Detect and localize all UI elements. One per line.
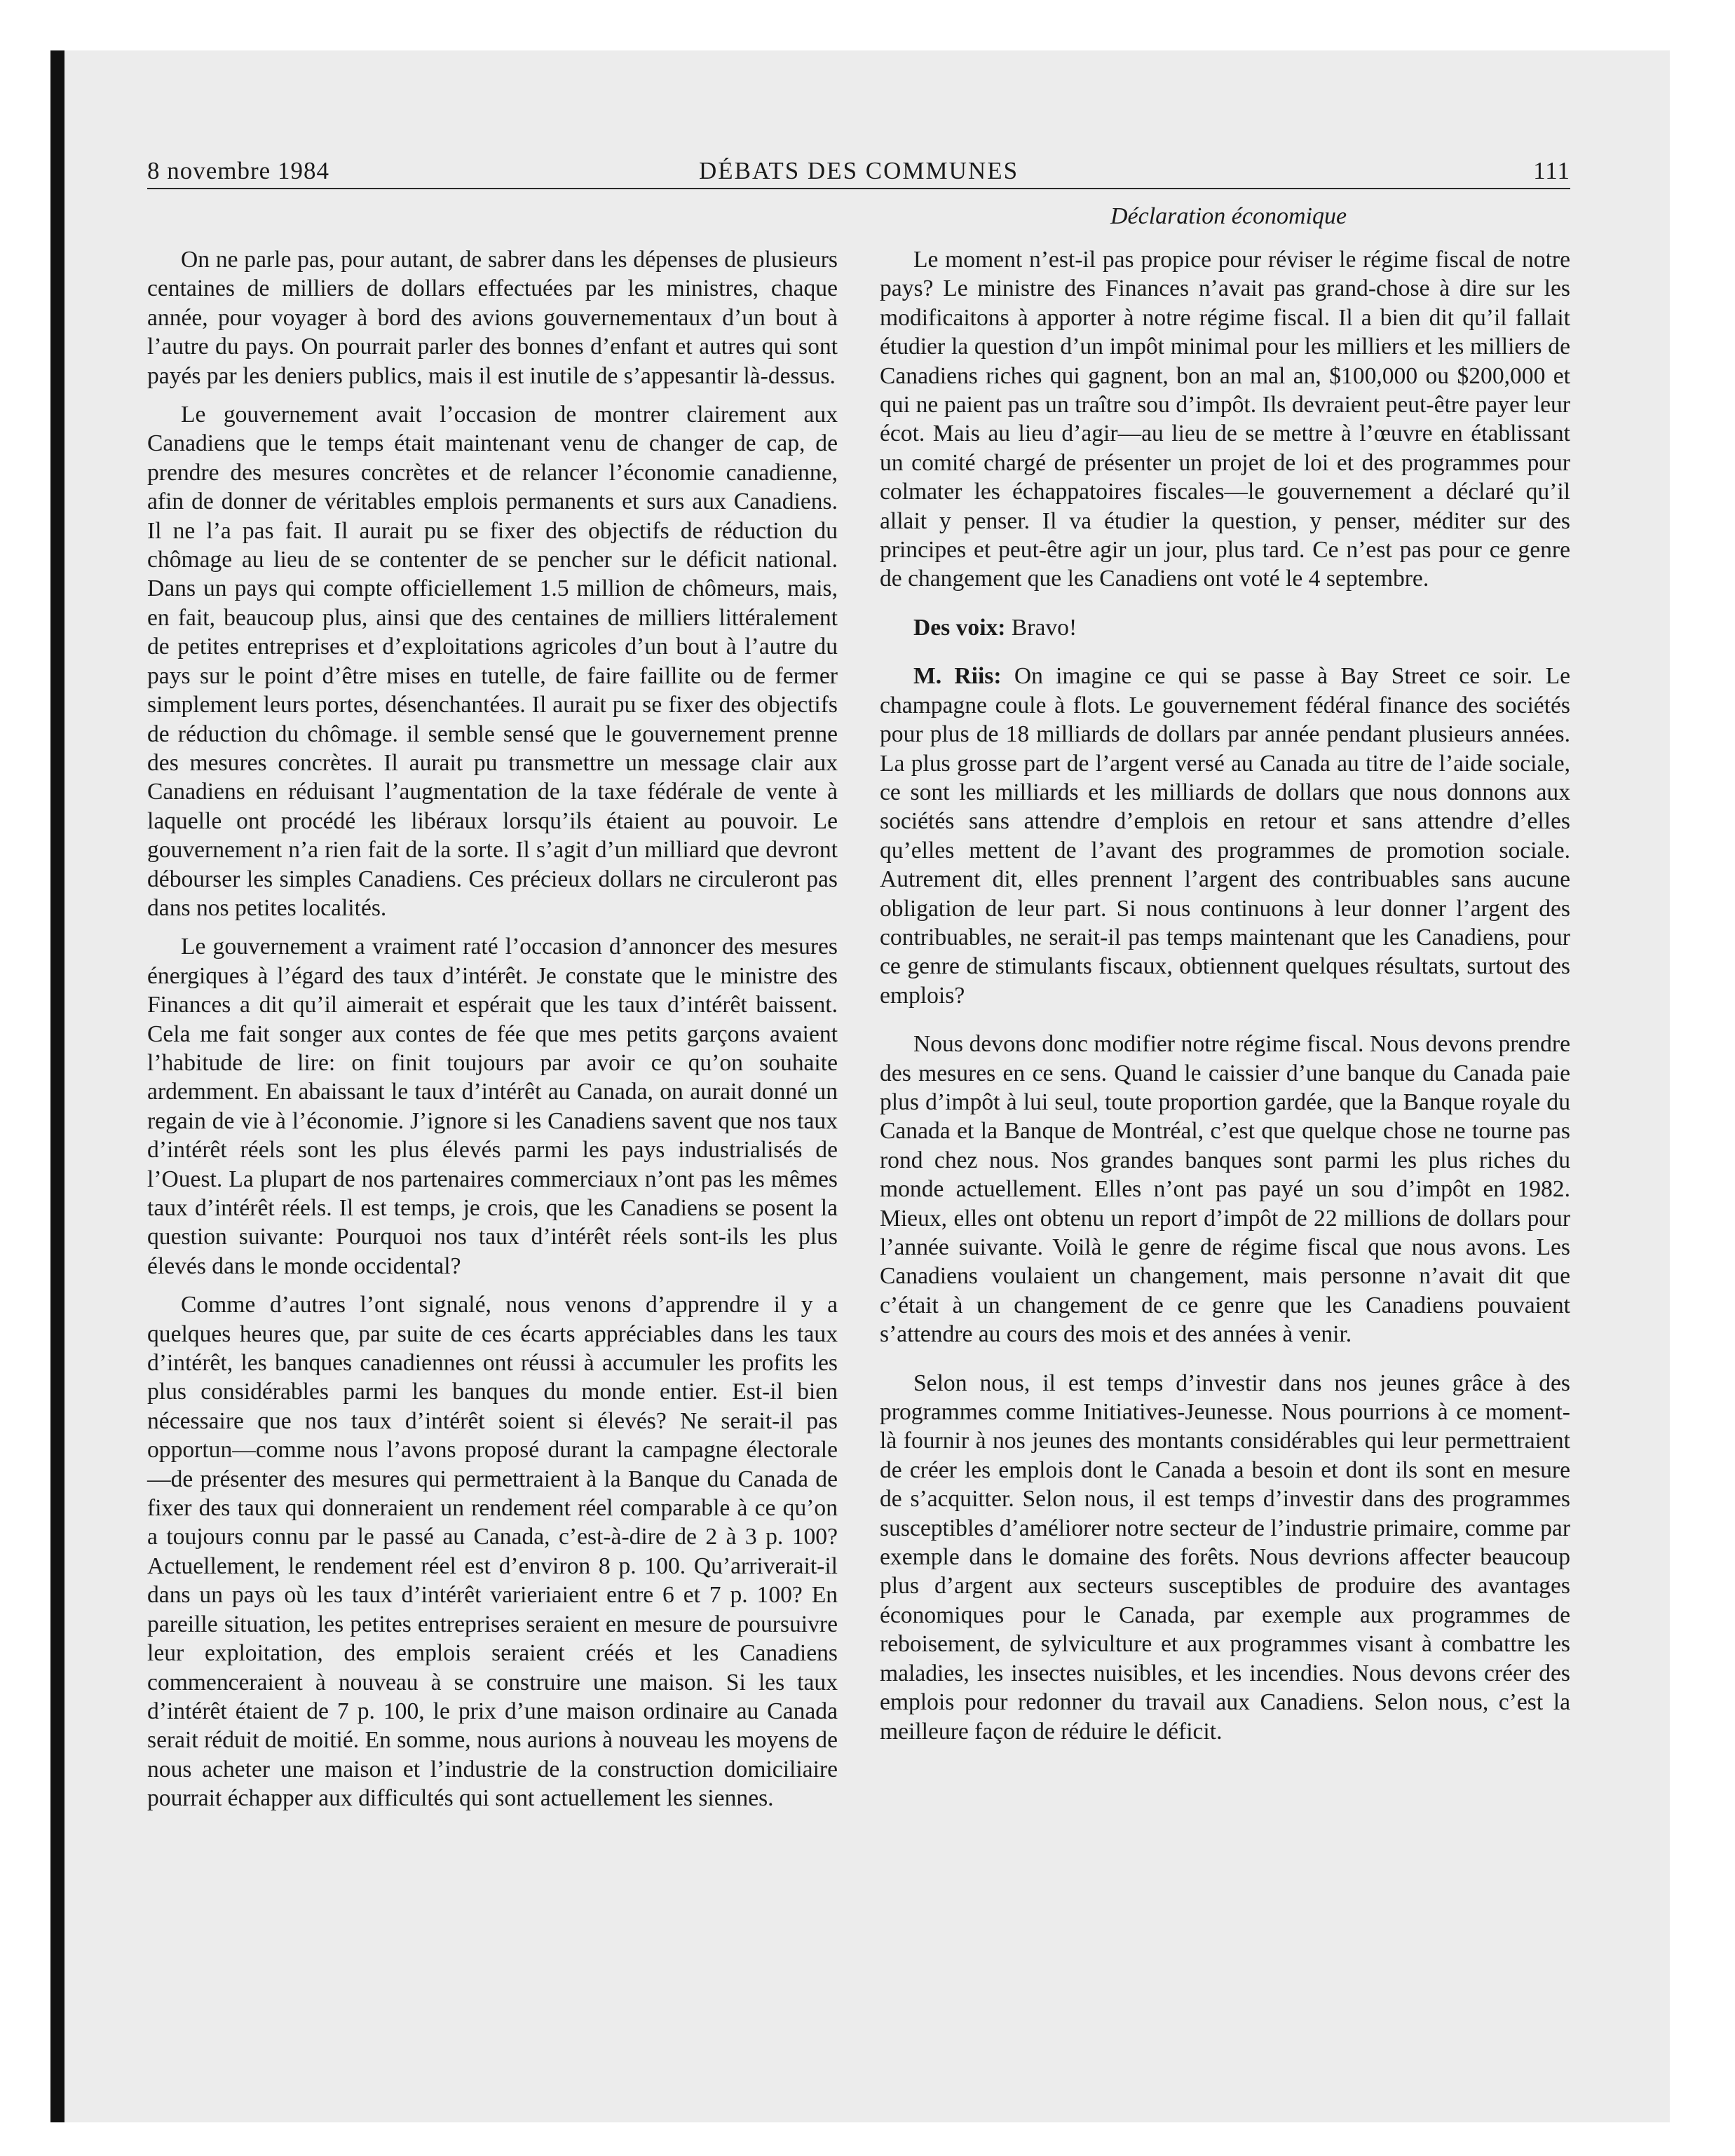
paragraph: Le moment n’est-il pas propice pour réviser le régime fiscal de notre pays? Le ministre des Finances n’avait pas grand-chose à dire sur les modificaitons à apporter à notre régime fiscal. Il a bien dit qu’il fallait étudier la question d’un impôt minimal pour les milliers et les milliers de Canadiens riches qui gagnent, bon an mal an, $100,000 ou $200,000 et qui ne paient pas un traître sou d’impôt. Ils devraient peut-être payer leur écot. Mais au lieu d’agir—au lieu de se mettre à l’œuvre en établissant un comité chargé de présenter un projet de loi et des programmes pour colmater les échappatoires fiscales—le gouvernement a déclaré qu’il allait y penser. Il va étudier la question, y penser, méditer sur des principes et peut-être agir un jour, plus tard. Ce n’est pas pour ce genre de changement que les Canadiens ont voté le 4 septembre. bbox=[880, 247, 1570, 592]
speech-text: On imagine ce qui se passe à Bay Street ce soir. Le champagne coule à flots. Le gouvernement fédéral finance des sociétés pour plus de 18 milliards de dollars par année pendant plusieurs années. La plus grosse part de l’argent versé au Canada au titre de l’aide sociale, ce sont les milliards et les milliards de dollars que nous donnons aux sociétés sans attendre d’emplois en retour et sans attendre d’elles qu’elles mettent de l’avant des programmes de promotion sociale. Autrement dit, elles prennent l’argent des contribuables sans aucune obligation de leur part. Si nous continuons à leur donner l’argent des contribuables, ne serait-il pas temps maintenant que les Canadiens, pour ce genre de stimulants fiscaux, obtiennent quelques résultats, surtout des emplois? bbox=[880, 663, 1570, 1009]
right-column bbox=[880, 245, 1570, 1756]
paragraph: Selon nous, il est temps d’investir dans nos jeunes grâce à des programmes comme Initiatives-Jeunesse. Nous pourrions à ce moment-là fournir à nos jeunes des montants considérables qui leur permettraient de créer les emplois dont le Canada a besoin et dont ils sont en mesure de s’acquitter. Selon nous, il est temps d’investir dans des programmes susceptibles d’améliorer notre secteur de l’industrie primaire, comme par exemple dans le domaine des forêts. Nous devrions affecter beaucoup plus d’argent aux secteurs susceptibles de produire des avantages économiques pour le Canada, par exemple aux programmes de reboisement, de sylviculture et aux programmes visant à combattre les maladies, les insectes nuisibles, et les incendies. Nous devons créer des emplois pour redonner du travail aux Canadiens. Selon nous, c’est la meilleure façon de réduire le déficit. bbox=[880, 1370, 1570, 1745]
paragraph: Le gouvernement avait l’occasion de montrer clairement aux Canadiens que le temps était maintenant venu de changer de cap, de prendre des mesures concrètes et de relancer l’économie canadienne, afin de donner de véritables emplois permanents et surs aux Canadiens. Il ne l’a pas fait. Il aurait pu se fixer des objectifs de réduction du chômage au lieu de se contenter de se pencher sur le déficit national. Dans un pays qui compte officiellement 1.5 million de chômeurs, mais, en fait, beaucoup plus, ainsi que des centaines de milliers littéralement de petites entreprises et d’exploitations agricoles d’un bout à l’autre du pays sur le point d’être mises en tutelle, de faire faillite ou de fermer simplement leurs portes, désenchantées. Il aurait pu se fixer des objectifs de réduction du chômage. il semble sensé que le gouvernement prenne des mesures concrètes. Il aurait pu transmettre un message clair aux Canadiens en réduisant l’augmentation de la taxe fédérale de vente à laquelle ont procédé les libéraux lorsqu’ils étaient au pouvoir. Le gouvernement n’a rien fait de la sorte. Il s’agit d’un milliard que devront débourser les simples Canadiens. Ces précieux dollars ne circuleront pas dans nos petites localités. bbox=[147, 402, 838, 921]
paragraph: On ne parle pas, pour autant, de sabrer dans les dépenses de plusieurs centaines de milliers de dollars effectuées par les ministres, chaque année, pour voyager à bord des avions gouvernementaux d’un bout à l’autre du pays. On pourrait parler des bonnes d’enfant et autres qui sont payés par les deniers publics, mais il est inutile de s’appesantir là-dessus. bbox=[147, 247, 838, 389]
paragraph: Nous devons donc modifier notre régime fiscal. Nous devons prendre des mesures en ce sens. Quand le caissier d’une banque du Canada paie plus d’impôt à lui seul, toute proportion gardée, que la Banque royale du Canada et la Banque de Montréal, c’est que quelque chose ne tourne pas rond chez nous. Nos grandes banques sont parmi les plus riches du monde actuellement. Elles n’ont pas payé un sou d’impôt en 1982. Mieux, elles ont obtenu un report d’impôt de 22 millions de dollars pour l’année suivante. Voilà le genre de régime fiscal que nous avons. Les Canadiens voulaient un changement, mais personne n’avait dit que c’était à un changement de ce genre que les Canadiens pouvaient s’attendre au cours des mois et des années à venir. bbox=[880, 1031, 1570, 1348]
speaker-name: M. Riis: bbox=[913, 663, 1002, 690]
page-header bbox=[147, 156, 1570, 189]
page-number: 111 bbox=[1533, 157, 1570, 184]
header-date: 8 novembre 1984 bbox=[147, 157, 329, 184]
paragraph: Comme d’autres l’ont signalé, nous venons d’apprendre il y a quelques heures que, par suite de ces écarts appréciables dans les taux d’intérêt, les banques canadiennes ont réussi à accumuler les profits les plus considérables parmi les banques du monde entier. Est-il bien nécessaire que nos taux d’intérêt soient si élevés? Ne serait-il pas opportun—comme nous l’avons proposé durant la campagne électorale—de présenter des mesures qui permettraient à la Banque du Canada de fixer des taux qui donneraient un rendement réel comparable à ce qu’on a toujours connu par le passé au Canada, c’est-à-dire de 2 à 3 p. 100? Actuellement, le rendement réel est d’environ 8 p. 100. Qu’arriverait-il dans un pays où les taux d’intérêt varieriaient entre 6 et 7 p. 100? En pareille situation, les petites entreprises seraient en mesure de poursuivre leur exploitation, des emplois seraient créés et les Canadiens commenceraient à nouveau à se construire une maison. Si les taux d’intérêt étaient de 7 p. 100, le prix d’une maison ordinaire au Canada serait réduit de moitié. En somme, nous aurions à nouveau les moyens de nous acheter une maison et l’industrie de la construction domiciliaire pourrait échapper aux difficultés qui sont actuellement les siennes. bbox=[147, 1292, 838, 1812]
header-title: DÉBATS DES COMMUNES bbox=[698, 157, 1019, 184]
speech-paragraph bbox=[880, 662, 1570, 1010]
speaker-name: Des voix: bbox=[913, 614, 1006, 641]
left-column bbox=[147, 245, 838, 1823]
section-title: Déclaration économique bbox=[1110, 203, 1347, 229]
binding-shadow bbox=[50, 50, 64, 2122]
speech-paragraph bbox=[880, 613, 1570, 642]
paragraph: Le gouvernement a vraiment raté l’occasion d’annoncer des mesures énergiques à l’égard des taux d’intérêt. Je constate que le ministre des Finances a dit qu’il aimerait et espérait que les taux d’intérêt baissent. Cela me fait songer aux contes de fée que mes petits garçons avaient l’habitude de lire: on finit toujours par avoir ce qu’on souhaite ardemment. En abaissant le taux d’intérêt au Canada, on aurait donné un regain de vie à l’économie. J’ignore si les Canadiens savent que nos taux d’intérêt réels sont les plus élevés parmi les pays industrialisés de l’Ouest. La plupart de nos partenaires commerciaux n’ont pas les mêmes taux d’intérêt réels. Il est temps, je crois, que les Canadiens se posent la question suivante: Pourquoi nos taux d’intérêt réels sont-ils les plus élevés dans le monde occidental? bbox=[147, 934, 838, 1279]
speech-text: Bravo! bbox=[1011, 614, 1077, 641]
